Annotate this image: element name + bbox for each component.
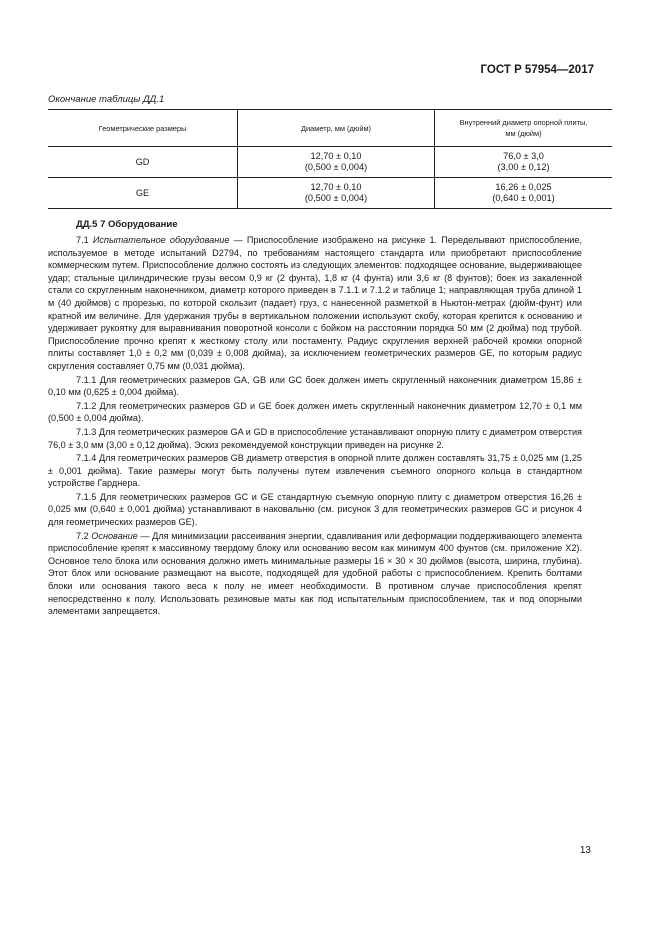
dimensions-table [48,109,612,209]
paragraph-7-1-2: 7.1.2 Для геометрических размеров GD и GE боек должен иметь скругленный наконечник диаметром 12,70 ± 0,1 мм (0,500 ± 0,004 дюйма). [48,400,582,424]
term: Испытательное оборудование [92,235,230,245]
paragraph-number: 7.1 [76,235,93,245]
paragraph-7-1-5: 7.1.5 Для геометрических размеров GC и GE стандартную съемную опорную плиту с диаметром отверстия 16,26 ± 0,025 мм (0,640 ± 0,001 дюйма) устанавливают в наковальню (см. рисунок 3 для геометрических размеров GC и рисунок 4 для геометрических размеров GE). [48,491,582,528]
paragraph-number: 7.2 [76,530,92,541]
cell-inner-diameter [435,147,613,178]
paragraph-7-1 [48,234,582,373]
cell-inner-diameter-in: (0,640 ± 0,001) [492,193,555,203]
cell-inner-diameter-mm: 76,0 ± 3,0 [503,151,544,161]
section-heading: ДД.5 7 Оборудование [76,219,178,230]
paragraph-7-1-3: 7.1.3 Для геометрических размеров GA и GD в приспособление устанавливают опорную плиту с диаметром отверстия 76,0 ± 3,0 мм (3,00 ± 0,12 дюйма). Эскиз рекомендуемой конструкции приведен на рисунке 2. [48,426,582,450]
col-header-geometry: Геометрические размеры [48,110,238,147]
cell-inner-diameter-in: (3,00 ± 0,12) [497,162,550,172]
cell-diameter [238,178,435,209]
cell-diameter-in: (0,500 ± 0,004) [304,193,368,203]
document-id: ГОСТ Р 57954—2017 [480,64,594,76]
term: Основание [91,530,138,541]
cell-diameter-in: (0,500 ± 0,004) [304,162,368,172]
cell-geometry: GE [48,178,238,209]
table-header-row [48,110,612,147]
cell-inner-diameter [435,178,613,209]
table-row [48,147,612,178]
col-header-diameter: Диаметр, мм (дюйм) [238,110,435,147]
table-caption: Окончание таблицы ДД.1 [48,94,165,105]
cell-diameter-mm: 12,70 ± 0,10 [310,182,362,192]
cell-inner-diameter-mm: 16,26 ± 0,025 [495,182,552,192]
paragraph-7-2 [48,530,582,618]
body-text [48,234,582,618]
cell-diameter [238,147,435,178]
paragraph-7-1-1: 7.1.1 Для геометрических размеров GA, GB или GC боек должен иметь скругленный наконечник диаметром 15,86 ± 0,10 мм (0,625 ± 0,004 дюйма). [48,374,582,398]
col-header-inner-diameter: Внутренний диаметр опорной плиты, мм (дюйм) [435,110,613,147]
paragraph-text: — Приспособление изображено на рисунке 1. Переделывают приспособление, используемое в методе испытаний D2794, по требованиям настоящего стандарта или приобретают приспособление коммерческим путем. Приспособление должно состоять из следующих элементов: подходящее основание, выдерживающее удар; стальные цилиндрические грузы весом 0,9 кг (2 фунта), 1,8 кг (4 фунта) или 3,6 кг (8 фунтов); боек из закаленной стали со скругленным наконечником, диаметр которого приведен в 7.1.1 и 7.1.2 и таблице 1; направляющая труба длиной 1 м (40 дюймов) с прорезью, по которой скользит (падает) груз, с нанесенной разметкой в Ньютон-метрах (дюйм-фунт) или кратной им величине. Для удержания трубы в вертикальном положении используют скобу, которая крепится к основанию и удерживает рукоятку для выравнивания поворотной консоли с бойком на расстоянии порядка 50 мм (2 дюйма) под трубой. Приспособление прочно крепят к жесткому столу или постаменту. Радиус скругления верхней рабочей кромки опорной плиты составляет 1,0 ± 0,2 мм (0,039 ± 0,008 дюйма), за исключением геометрических размеров GE, по которым радиус скругления составляет 0,75 мм (0,031 дюйма). [48,235,582,371]
cell-diameter-mm: 12,70 ± 0,10 [310,151,362,161]
paragraph-text: — Для минимизации рассеивания энергии, сдавливания или деформации поддерживающего элемента приспособление крепят к массивному твердому блоку или основанию весом как минимум 400 фунтов (см. приложение Х2). Основное тело блока или основания должно иметь минимальные размеры 16 × 30 × 30 дюймов (высота, ширина, глубина). Этот блок или основание размещают на высоте, подходящей для удобной работы с приспособлением. Крепить болтами блоки или основания такого веса к полу не имеет необходимости. В противном случае приспособления крепят непосредственно к полу. Использовать резиновые маты как под испытательным приспособлением, так и под опорными элементами запрещается. [48,530,582,617]
cell-geometry: GD [48,147,238,178]
table-row [48,178,612,209]
page-number: 13 [579,845,591,856]
paragraph-7-1-4: 7.1.4 Для геометрических размеров GB диаметр отверстия в опорной плите должен составлять 31,75 ± 0,025 мм (1,25 ± 0,001 дюйма). Такие размеры могут быть получены путем извлечения съемного опорного кольца в стандартном устройстве Гарднера. [48,453,582,489]
